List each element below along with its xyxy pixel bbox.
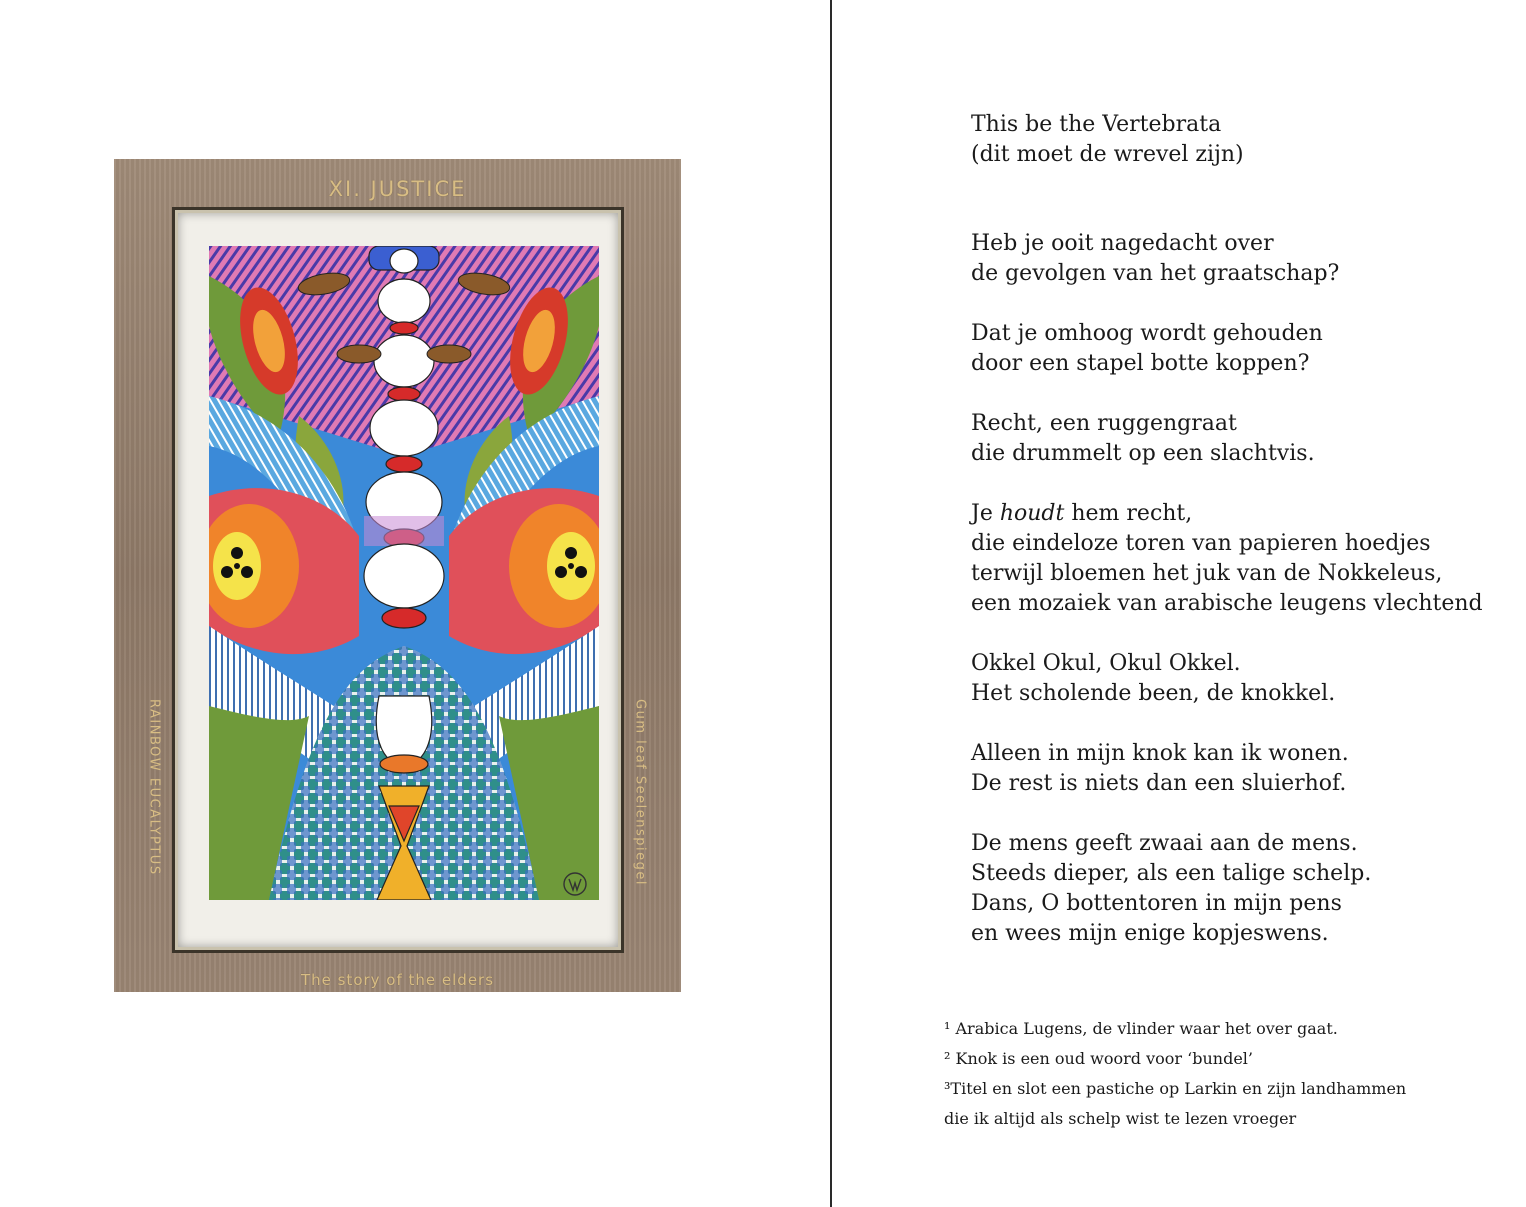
footnote: ³Titel en slot een pastiche op Larkin en zijn landhammen <box>944 1079 1407 1098</box>
card-title: XI. JUSTICE <box>328 177 467 201</box>
stanza <box>971 229 1339 289</box>
poem-line: die drummelt op een slachtvis. <box>971 441 1315 466</box>
poem-line: Dat je omhoog wordt gehouden <box>971 321 1323 346</box>
footnotes <box>944 1014 1406 1134</box>
footnote: die ik altijd als schelp wist te lezen vroeger <box>944 1109 1297 1128</box>
stanza <box>971 829 1371 949</box>
poem-line: Heb je ooit nagedacht over <box>971 231 1274 256</box>
poem-line: De rest is niets dan een sluierhof. <box>971 771 1347 796</box>
card-bottom-caption: The story of the elders <box>300 971 495 989</box>
emphasis-word: houdt <box>999 501 1065 526</box>
poem-line: de gevolgen van het graatschap? <box>971 261 1340 286</box>
poem-line: Dans, O bottentoren in mijn pens <box>971 891 1342 916</box>
card-left-side-text: RAINBOW EUCALYPTUS <box>146 699 162 876</box>
poem-line: Alleen in mijn knok kan ik wonen. <box>971 741 1349 766</box>
poem-line: een mozaiek van arabische leugens vlechtend <box>971 591 1483 616</box>
tarot-card-frame <box>114 159 681 992</box>
card-right-side-text: Gum leaf Seelenspiegel <box>632 699 648 886</box>
poem-line: die eindeloze toren van papieren hoedjes <box>971 531 1431 556</box>
poem-line: Okkel Okul, Okul Okkel. <box>971 651 1241 676</box>
stanza <box>971 499 1483 619</box>
poem-line: Je houdt hem recht, <box>971 501 1193 526</box>
artwork-illustration <box>209 246 599 900</box>
poem-title <box>971 110 1244 170</box>
footnote: ² Knok is een oud woord voor ‘bundel’ <box>944 1049 1254 1068</box>
poem-line: De mens geeft zwaai aan de mens. <box>971 831 1358 856</box>
signature-monogram <box>562 871 588 897</box>
card-mat <box>172 207 624 953</box>
stanza <box>971 649 1335 709</box>
poem-line: terwijl bloemen het juk van de Nokkeleus, <box>971 561 1443 586</box>
poem-line: en wees mijn enige kopjeswens. <box>971 921 1329 946</box>
poem-subtitle-line: (dit moet de wrevel zijn) <box>971 142 1244 167</box>
poem-line: Steeds dieper, als een talige schelp. <box>971 861 1372 886</box>
footnote: ¹ Arabica Lugens, de vlinder waar het over gaat. <box>944 1019 1338 1038</box>
poem-line: Recht, een ruggengraat <box>971 411 1237 436</box>
stanza <box>971 409 1315 469</box>
poem-title-line: This be the Vertebrata <box>971 112 1222 137</box>
poem-line: door een stapel botte koppen? <box>971 351 1310 376</box>
poem-line: Het scholende been, de knokkel. <box>971 681 1336 706</box>
right-page <box>832 0 1526 1207</box>
stanza <box>971 319 1323 379</box>
stanza <box>971 739 1349 799</box>
